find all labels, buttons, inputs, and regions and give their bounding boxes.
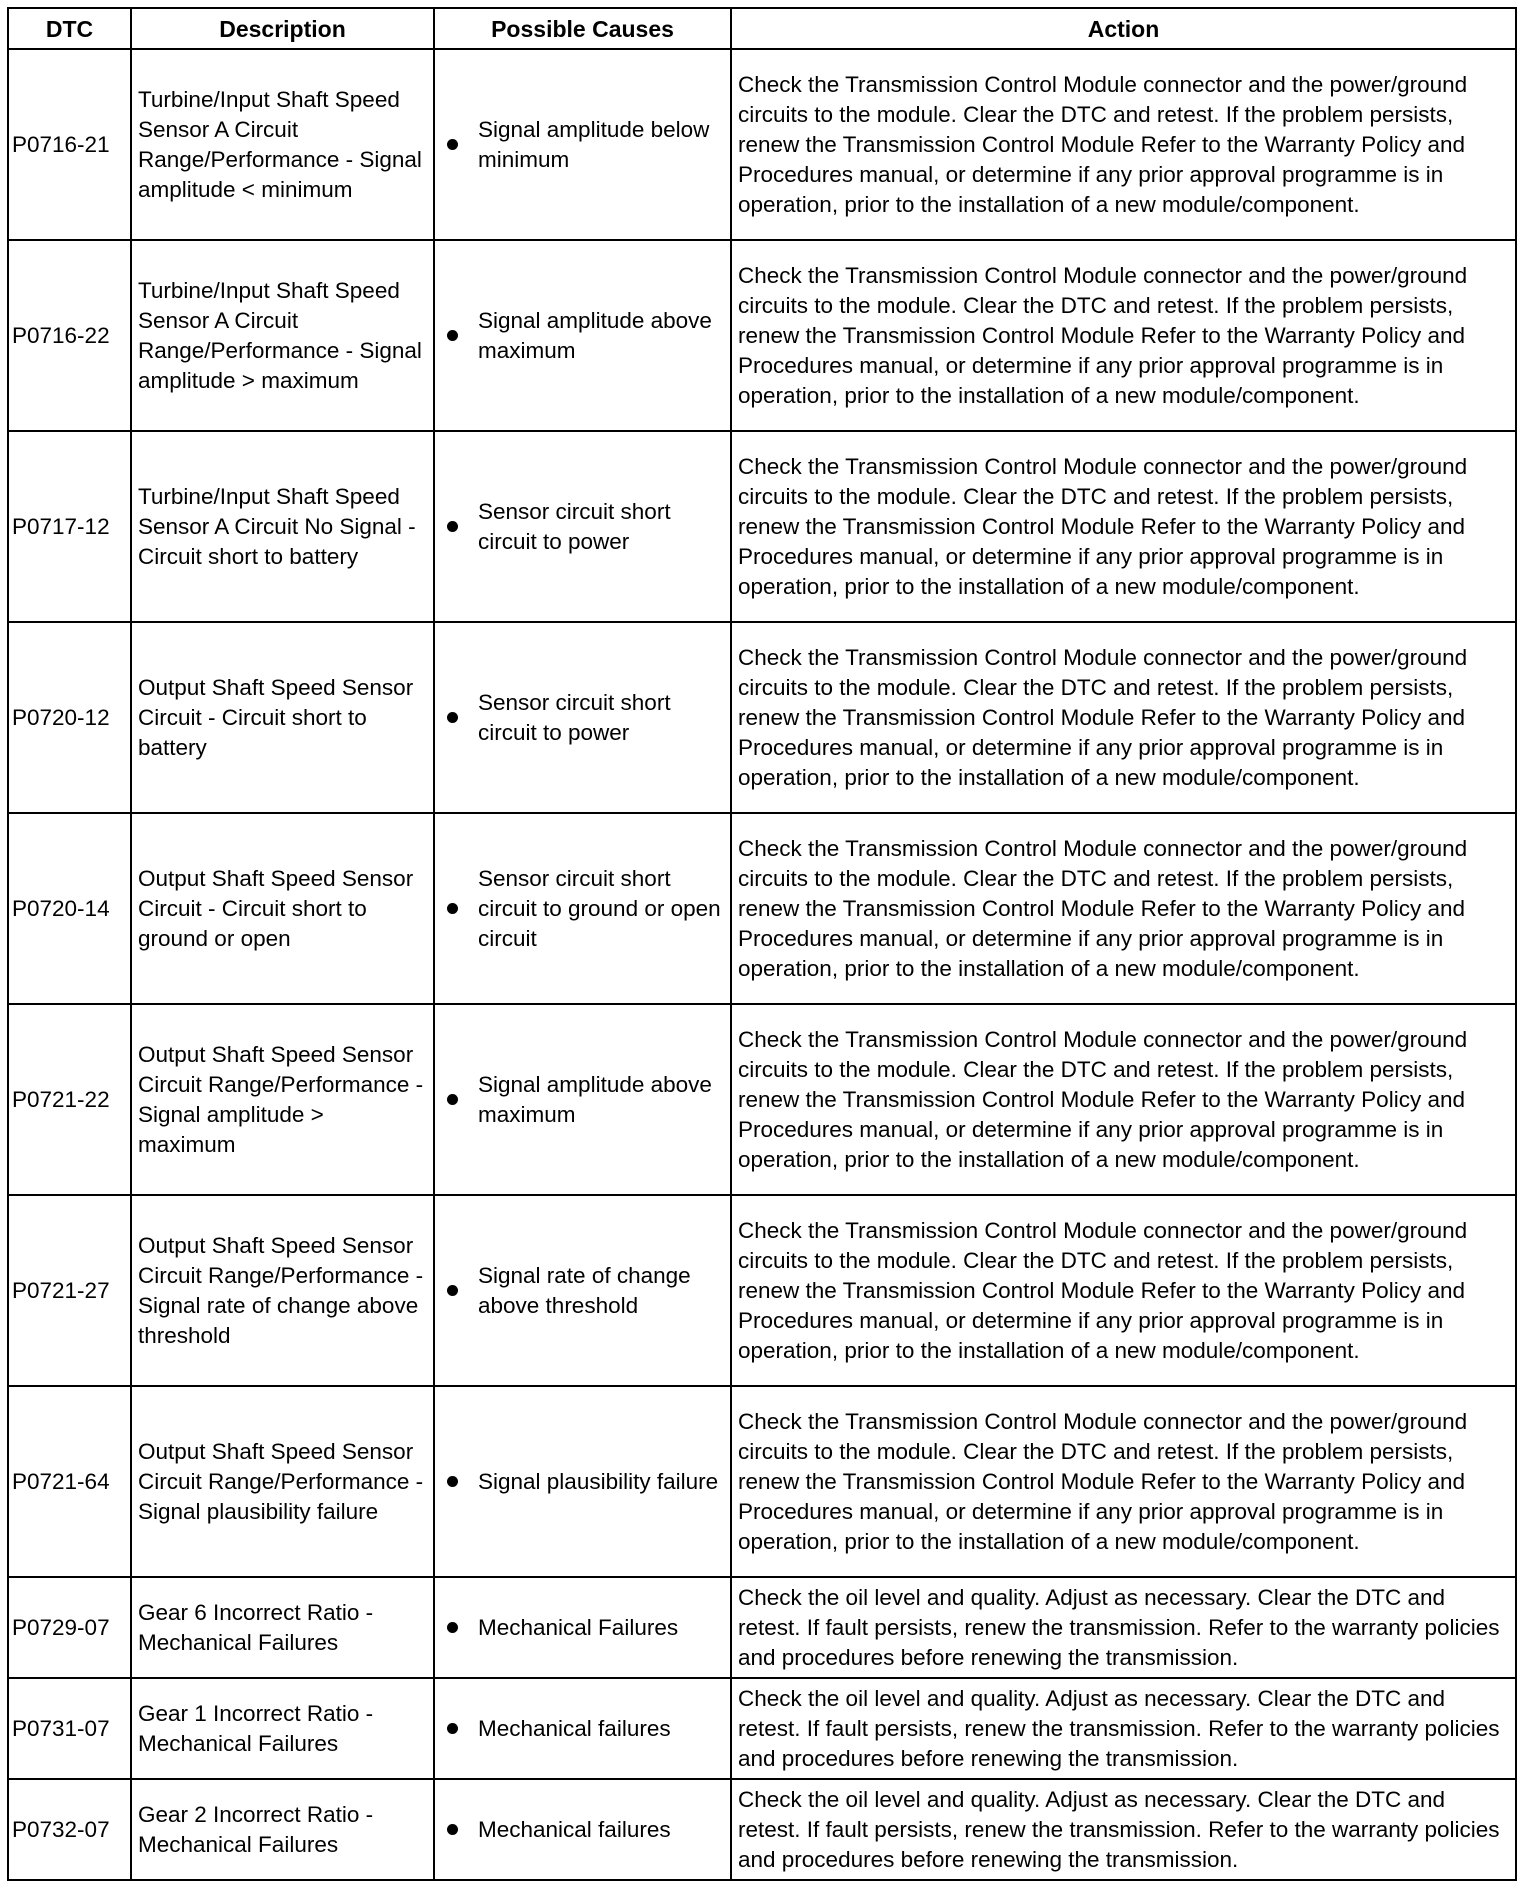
bullet-icon (447, 1285, 458, 1296)
table-row (8, 49, 1516, 240)
dtc-code: P0721-22 (8, 1004, 131, 1195)
action-cell: Check the Transmission Control Module connector and the power/ground circuits to the module. Clear the DTC and retest. If the problem persists, renew the Transmission Control Module Refer to the Warranty Policy and Procedures manual, or determine if any prior approval programme is in operation, prior to the installation of a new module/component. (731, 1004, 1516, 1195)
header-dtc: DTC (8, 8, 131, 49)
description-cell: Turbine/Input Shaft Speed Sensor A Circuit No Signal - Circuit short to battery (131, 431, 434, 622)
cause-text: Signal amplitude above maximum (478, 1071, 712, 1127)
bullet-icon (447, 1622, 458, 1633)
cause-cell (434, 240, 731, 431)
header-row (8, 8, 1516, 49)
dtc-code: P0721-27 (8, 1195, 131, 1386)
cause-text: Signal amplitude above maximum (478, 307, 712, 363)
cause-cell (434, 1678, 731, 1779)
cause-cell (434, 1004, 731, 1195)
table-row (8, 1577, 1516, 1678)
cause-text: Signal plausibility failure (478, 1468, 719, 1494)
table-row (8, 813, 1516, 1004)
description-cell: Output Shaft Speed Sensor Circuit - Circuit short to battery (131, 622, 434, 813)
cause-text: Signal amplitude below minimum (478, 116, 710, 172)
description-cell: Turbine/Input Shaft Speed Sensor A Circuit Range/Performance - Signal amplitude < minimum (131, 49, 434, 240)
cause-text: Sensor circuit short circuit to ground or open circuit (478, 865, 721, 951)
table-row (8, 240, 1516, 431)
cause-text: Sensor circuit short circuit to power (478, 689, 671, 745)
header-description: Description (131, 8, 434, 49)
cause-text: Mechanical failures (478, 1816, 671, 1842)
bullet-icon (447, 712, 458, 723)
action-cell: Check the Transmission Control Module connector and the power/ground circuits to the module. Clear the DTC and retest. If the problem persists, renew the Transmission Control Module Refer to the Warranty Policy and Procedures manual, or determine if any prior approval programme is in operation, prior to the installation of a new module/component. (731, 431, 1516, 622)
table-row (8, 622, 1516, 813)
table-row (8, 1386, 1516, 1577)
dtc-code: P0717-12 (8, 431, 131, 622)
cause-cell (434, 1779, 731, 1880)
action-cell: Check the Transmission Control Module connector and the power/ground circuits to the module. Clear the DTC and retest. If the problem persists, renew the Transmission Control Module Refer to the Warranty Policy and Procedures manual, or determine if any prior approval programme is in operation, prior to the installation of a new module/component. (731, 622, 1516, 813)
cause-cell (434, 1577, 731, 1678)
action-cell: Check the Transmission Control Module connector and the power/ground circuits to the module. Clear the DTC and retest. If the problem persists, renew the Transmission Control Module Refer to the Warranty Policy and Procedures manual, or determine if any prior approval programme is in operation, prior to the installation of a new module/component. (731, 1386, 1516, 1577)
cause-text: Signal rate of change above threshold (478, 1262, 691, 1318)
table-row (8, 431, 1516, 622)
cause-cell (434, 1386, 731, 1577)
bullet-icon (447, 1094, 458, 1105)
cause-cell (434, 1195, 731, 1386)
bullet-icon (447, 330, 458, 341)
bullet-icon (447, 139, 458, 150)
action-cell: Check the Transmission Control Module connector and the power/ground circuits to the module. Clear the DTC and retest. If the problem persists, renew the Transmission Control Module Refer to the Warranty Policy and Procedures manual, or determine if any prior approval programme is in operation, prior to the installation of a new module/component. (731, 1195, 1516, 1386)
action-cell: Check the oil level and quality. Adjust as necessary. Clear the DTC and retest. If fault persists, renew the transmission. Refer to the warranty policies and procedures before renewing the transmission. (731, 1577, 1516, 1678)
description-cell: Output Shaft Speed Sensor Circuit Range/Performance - Signal plausibility failure (131, 1386, 434, 1577)
cause-text: Mechanical Failures (478, 1614, 679, 1640)
header-action: Action (731, 8, 1516, 49)
bullet-icon (447, 1476, 458, 1487)
description-cell: Output Shaft Speed Sensor Circuit Range/Performance - Signal amplitude > maximum (131, 1004, 434, 1195)
table-row (8, 1678, 1516, 1779)
description-cell: Gear 1 Incorrect Ratio - Mechanical Failures (131, 1678, 434, 1779)
cause-cell (434, 622, 731, 813)
dtc-code: P0720-12 (8, 622, 131, 813)
cause-cell (434, 431, 731, 622)
header-possible-causes: Possible Causes (434, 8, 731, 49)
dtc-table (7, 7, 1517, 1881)
dtc-code: P0716-22 (8, 240, 131, 431)
description-cell: Gear 6 Incorrect Ratio - Mechanical Failures (131, 1577, 434, 1678)
action-cell: Check the oil level and quality. Adjust as necessary. Clear the DTC and retest. If fault persists, renew the transmission. Refer to the warranty policies and procedures before renewing the transmission. (731, 1779, 1516, 1880)
dtc-code: P0729-07 (8, 1577, 131, 1678)
bullet-icon (447, 521, 458, 532)
action-cell: Check the Transmission Control Module connector and the power/ground circuits to the module. Clear the DTC and retest. If the problem persists, renew the Transmission Control Module Refer to the Warranty Policy and Procedures manual, or determine if any prior approval programme is in operation, prior to the installation of a new module/component. (731, 49, 1516, 240)
dtc-code: P0732-07 (8, 1779, 131, 1880)
cause-cell (434, 813, 731, 1004)
description-cell: Output Shaft Speed Sensor Circuit Range/Performance - Signal rate of change above threshold (131, 1195, 434, 1386)
table-row (8, 1779, 1516, 1880)
dtc-code: P0721-64 (8, 1386, 131, 1577)
cause-cell (434, 49, 731, 240)
description-cell: Gear 2 Incorrect Ratio - Mechanical Failures (131, 1779, 434, 1880)
cause-text: Sensor circuit short circuit to power (478, 498, 671, 554)
dtc-code: P0720-14 (8, 813, 131, 1004)
table-row (8, 1195, 1516, 1386)
description-cell: Turbine/Input Shaft Speed Sensor A Circuit Range/Performance - Signal amplitude > maximum (131, 240, 434, 431)
dtc-code: P0716-21 (8, 49, 131, 240)
dtc-table-sheet (7, 7, 1517, 1881)
bullet-icon (447, 1824, 458, 1835)
dtc-code: P0731-07 (8, 1678, 131, 1779)
bullet-icon (447, 1723, 458, 1734)
bullet-icon (447, 903, 458, 914)
action-cell: Check the Transmission Control Module connector and the power/ground circuits to the module. Clear the DTC and retest. If the problem persists, renew the Transmission Control Module Refer to the Warranty Policy and Procedures manual, or determine if any prior approval programme is in operation, prior to the installation of a new module/component. (731, 240, 1516, 431)
table-row (8, 1004, 1516, 1195)
action-cell: Check the oil level and quality. Adjust as necessary. Clear the DTC and retest. If fault persists, renew the transmission. Refer to the warranty policies and procedures before renewing the transmission. (731, 1678, 1516, 1779)
cause-text: Mechanical failures (478, 1715, 671, 1741)
action-cell: Check the Transmission Control Module connector and the power/ground circuits to the module. Clear the DTC and retest. If the problem persists, renew the Transmission Control Module Refer to the Warranty Policy and Procedures manual, or determine if any prior approval programme is in operation, prior to the installation of a new module/component. (731, 813, 1516, 1004)
description-cell: Output Shaft Speed Sensor Circuit - Circuit short to ground or open (131, 813, 434, 1004)
